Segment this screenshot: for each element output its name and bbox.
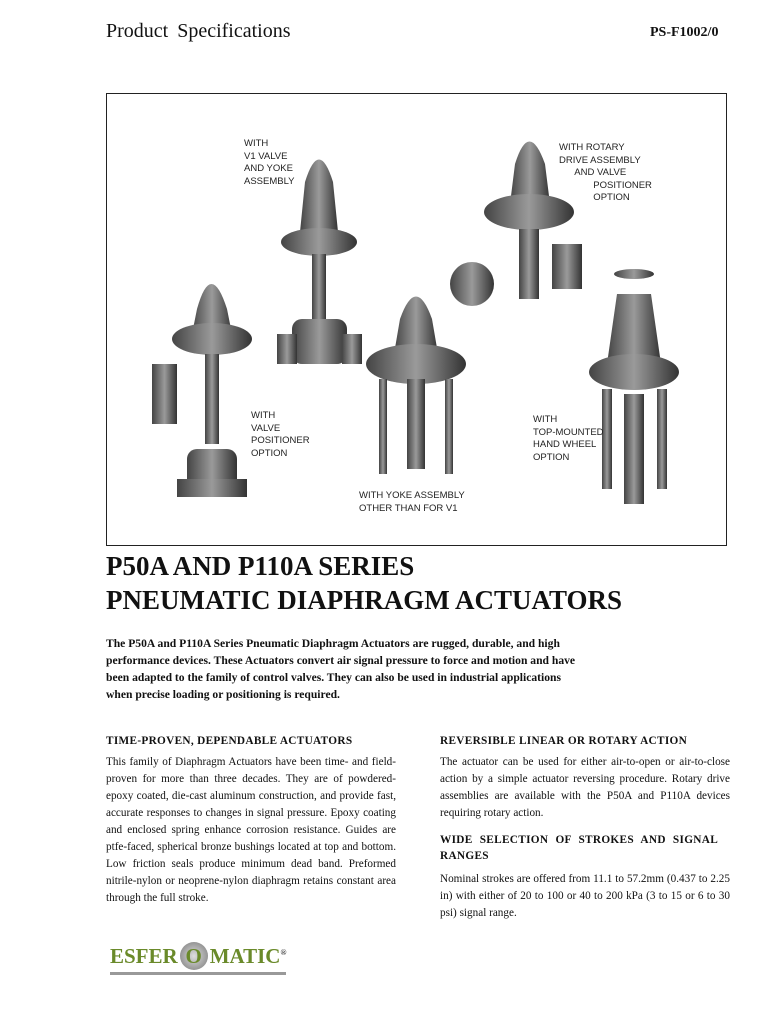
section-time-proven [106, 735, 396, 907]
product-photo-panel [106, 93, 727, 546]
section-body: This family of Diaphragm Actuators have been time- and field-proven for more than three decades. They are of powdered-epoxy coated, die-cast aluminum construction, and provide fast, accurate responses to changes in signal pressure. Epoxy coating and enclosed spring enhance corrosion resistance. Guides are ptfe-faced, spherical bronze bushings located at top and bottom. Low friction seals produce minimum dead band. Preformed nitrile-nylon or neoprene-nylon diaphragm retains constant area through the full stroke. [106, 756, 396, 904]
actuator-valve-positioner [152, 284, 252, 497]
caption-rotary-drive: WITH ROTARY DRIVE ASSEMBLY AND VALVE POSITIONER OPTION [559, 142, 652, 203]
intro-paragraph: The P50A and P110A Series Pneumatic Diaphragm Actuators are rugged, durable, and high performance devices. These Actuators convert air signal pressure to force and motion and have been adapted to the family of control valves. They can also be used in industrial applications when precise loading or positioning is required. [106, 637, 576, 701]
actuator-hand-wheel [589, 269, 679, 504]
logo-underline [110, 972, 286, 975]
title-line-2: PNEUMATIC DIAPHRAGM ACTUATORS [106, 585, 623, 615]
caption-yoke-assembly: WITH YOKE ASSEMBLY OTHER THAN FOR V1 [359, 490, 465, 514]
header-title: Product Specifications [106, 20, 291, 42]
caption-v1-valve: WITH V1 VALVE AND YOKE ASSEMBLY [244, 138, 295, 187]
section-body: The actuator can be used for either air-to-open or air-to-close action by a simple actuator reversing procedure. Rotary drive assemblies are available with the P50A and P110A devices requiring rotary action. [440, 756, 730, 819]
esferomatic-logo: ESFER O MATIC® [110, 942, 286, 970]
document-title [106, 549, 622, 617]
section-heading: TIME-PROVEN, DEPENDABLE ACTUATORS [106, 735, 353, 747]
section-reversible-action [440, 735, 730, 822]
title-line-1: P50A AND P110A SERIES [106, 551, 415, 581]
section-strokes-ranges [440, 832, 730, 922]
section-heading: REVERSIBLE LINEAR OR ROTARY ACTION [440, 735, 688, 747]
section-heading: WIDE SELECTION OF STROKES AND SIGNAL RANGES [440, 834, 718, 862]
document-code: PS-F1002/0 [650, 25, 719, 40]
actuator-yoke-assembly [366, 297, 466, 475]
caption-valve-positioner: WITH VALVE POSITIONER OPTION [251, 410, 310, 459]
caption-hand-wheel: WITH TOP-MOUNTED HAND WHEEL OPTION [533, 414, 604, 463]
actuator-v1-valve [277, 160, 362, 365]
section-body: Nominal strokes are offered from 11.1 to 57.2mm (0.437 to 2.25 in) with either of 20 to 100 or 40 to 200 kPa (3 to 15 or 6 to 30 psi) signal range. [440, 873, 730, 919]
